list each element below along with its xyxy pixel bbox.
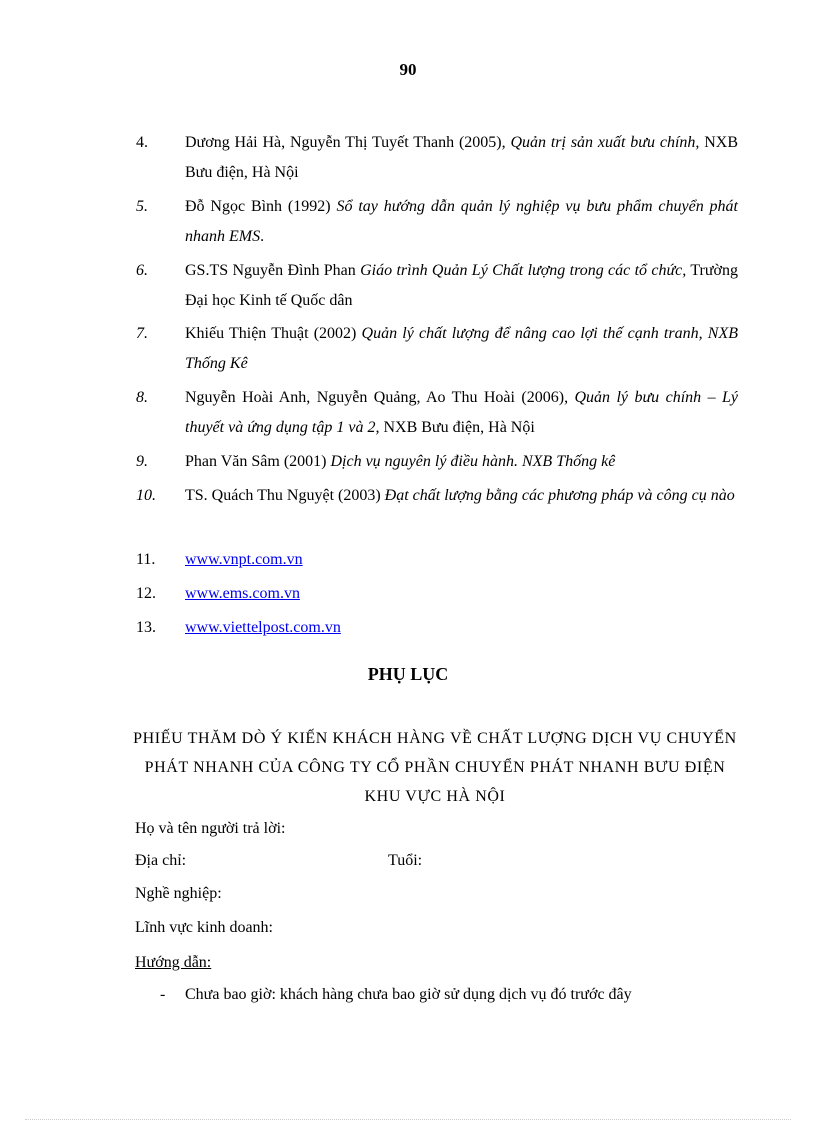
reference-number: 10. (136, 487, 156, 504)
reference-author: Dương Hải Hà, Nguyễn Thị Tuyết Thanh (2005), (185, 134, 511, 151)
page-number: 90 (399, 60, 417, 79)
reference-number: 4. (136, 134, 148, 151)
reference-item (0, 192, 816, 252)
page-bottom-divider (25, 1119, 791, 1120)
reference-item (0, 481, 816, 511)
reference-number: 11. (136, 551, 156, 568)
survey-title: PHIẾU THĂM DÒ Ý KIẾN KHÁCH HÀNG VỀ CHẤT LƯỢNG DỊCH VỤ CHUYỂN PHÁT NHANH CỦA CÔNG TY CỔ PHẦN CHUYỂN PHÁT NHANH BƯU ĐIỆN KHU VỰC HÀ NỘI (133, 730, 737, 805)
reference-number: 12. (136, 585, 156, 602)
reference-number: 9. (136, 453, 148, 470)
occupation-label: Nghề nghiệp: (135, 885, 222, 902)
reference-publisher: Trường Đại học Kinh tế Quốc dân (185, 262, 739, 309)
reference-number: 5. (136, 198, 148, 215)
reference-title: Dịch vụ nguyên lý điều hành. NXB Thống kê (330, 453, 616, 470)
ems-link[interactable]: www.ems.com.vn (185, 585, 300, 602)
reference-publisher: . (260, 228, 265, 245)
guide-heading: Hướng dẫn: (135, 954, 212, 971)
reference-link-item (0, 613, 816, 643)
vnpt-link[interactable]: www.vnpt.com.vn (185, 551, 303, 568)
business-field-label: Lĩnh vực kinh doanh: (135, 919, 273, 936)
reference-number: 13. (136, 619, 156, 636)
appendix-title: PHỤ LỤC (367, 664, 449, 684)
reference-title: Quản trị sản xuất bưu chính, (510, 134, 700, 151)
reference-title: Sổ tay hướng dẫn quản lý nghiệp vụ bưu phẩm chuyển phát nhanh EMS (185, 198, 739, 245)
reference-title: Quản lý chất lượng để nâng cao lợi thế cạnh tranh, NXB Thống Kê (185, 325, 738, 372)
guide-item: Chưa bao giờ: khách hàng chưa bao giờ sử dụng dịch vụ đó trước đây (185, 986, 632, 1003)
reference-title: Đạt chất lượng bằng các phương pháp và công cụ nào (384, 487, 735, 504)
reference-item (0, 383, 816, 443)
viettelpost-link[interactable]: www.viettelpost.com.vn (185, 619, 341, 636)
reference-number: 7. (136, 325, 148, 342)
reference-link-item (0, 545, 816, 575)
reference-item (0, 128, 816, 188)
reference-item (0, 256, 816, 316)
age-label: Tuổi: (388, 852, 423, 869)
reference-author: Nguyễn Hoài Anh, Nguyễn Quảng, Ao Thu Hoài (2006), (185, 389, 575, 406)
reference-publisher: NXB Bưu điện, Hà Nội (379, 419, 535, 436)
reference-item (0, 319, 816, 379)
reference-author: Phan Văn Sâm (2001) (185, 453, 331, 470)
reference-author: GS.TS Nguyễn Đình Phan (185, 262, 361, 279)
reference-author: Đỗ Ngọc Bình (1992) (185, 198, 337, 215)
reference-title: Quản lý bưu chính – Lý thuyết và ứng dụng tập 1 và 2, (185, 389, 739, 436)
address-label: Địa chỉ: (135, 852, 187, 869)
reference-publisher: NXB Bưu điện, Hà Nội (185, 134, 739, 181)
reference-number: 8. (136, 389, 148, 406)
reference-author: TS. Quách Thu Nguyệt (2003) (185, 487, 385, 504)
bullet-marker: - (160, 986, 166, 1003)
reference-item (0, 447, 816, 477)
reference-number: 6. (136, 262, 148, 279)
reference-link-item (0, 579, 816, 609)
respondent-name-label: Họ và tên người trả lời: (135, 820, 286, 837)
reference-title: Giáo trình Quản Lý Chất lượng trong các tổ chức, (360, 262, 687, 279)
reference-author: Khiếu Thiện Thuật (2002) (185, 325, 362, 342)
